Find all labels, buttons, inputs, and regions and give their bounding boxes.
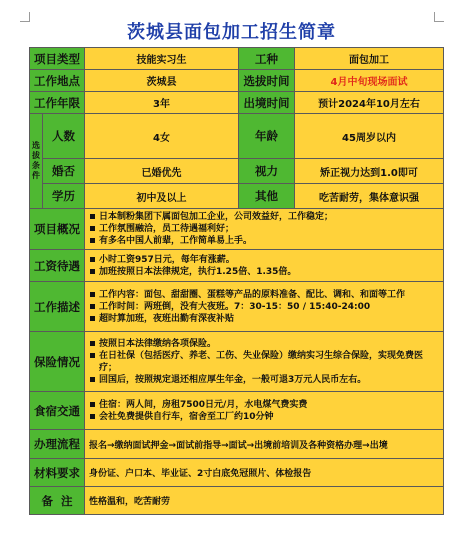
housing-item: 会社免费提供自行车，宿舍至工厂约10分钟: [89, 411, 439, 423]
other-label: 其他: [239, 184, 295, 209]
overview-list: [85, 209, 444, 250]
years-value: 3年: [85, 92, 239, 114]
row-overview: [30, 209, 444, 250]
row-process: [30, 430, 444, 459]
row-remarks: [30, 487, 444, 515]
work-item: 工作内容：面包、甜甜圈、蛋糕等产品的原料准备、配比、调和、和面等工作: [89, 289, 439, 301]
job-label: 工种: [239, 48, 295, 70]
work-item: 工作时间：两班倒，没有大夜班。7：30-15：50 / 15:40-24:00: [89, 301, 439, 313]
project-type-value: 技能实习生: [85, 48, 239, 70]
location-value: 茨城县: [85, 70, 239, 92]
other-value: 吃苦耐劳，集体意识强: [295, 184, 444, 209]
vision-label: 视力: [239, 159, 295, 184]
conditions-group-label: [30, 114, 43, 209]
departure-value: 预计2024年10月左右: [295, 92, 444, 114]
work-list: [85, 282, 444, 332]
work-item: 超时算加班，夜班出勤有深夜补贴: [89, 313, 439, 325]
overview-item: 日本制粉集团下属面包加工企业，公司效益好，工作稳定；: [89, 211, 439, 223]
insurance-label: 保险情况: [30, 332, 85, 392]
marital-label: 婚否: [43, 159, 85, 184]
project-type-label: 项目类型: [30, 48, 85, 70]
housing-label: 食宿交通: [30, 392, 85, 430]
insurance-item: 在日社保（包括医疗、养老、工伤、失业保险）缴纳实习生综合保险，实现免费医疗；: [89, 350, 439, 374]
housing-item: 住宿：两人间，房租7500日元/月，水电煤气费实费: [89, 399, 439, 411]
overview-item: 有多名中国人前辈，工作简单易上手。: [89, 235, 439, 247]
departure-label: 出境时间: [239, 92, 295, 114]
overview-label: 项目概况: [30, 209, 85, 250]
pay-item: 加班按照日本法律规定，执行1.25倍、1.35倍。: [89, 266, 439, 278]
row-education: [30, 184, 444, 209]
recruitment-table: [29, 47, 444, 515]
headcount-label: 人数: [43, 114, 85, 159]
selection-time-value: 4月中旬现场面试: [295, 70, 444, 92]
marital-value: 已婚优先: [85, 159, 239, 184]
insurance-item: 回国后，按照规定退还相应厚生年金，一般可退3万元人民币左右。: [89, 374, 439, 386]
remarks-value: 性格温和，吃苦耐劳: [85, 487, 444, 515]
process-value: 报名→缴纳面试押金→面试前指导→面试→出境前培训及各种资格办理→出境: [85, 430, 444, 459]
overview-item: 工作氛围融洽，员工待遇福利好；: [89, 223, 439, 235]
page-title: 茨城县面包加工招生简章: [127, 22, 336, 43]
pay-label: 工资待遇: [30, 250, 85, 282]
row-headcount: [30, 114, 444, 159]
insurance-item: 按照日本法律缴纳各项保险。: [89, 338, 439, 350]
materials-label: 材料要求: [30, 459, 85, 487]
process-label: 办理流程: [30, 430, 85, 459]
education-label: 学历: [43, 184, 85, 209]
age-label: 年龄: [239, 114, 295, 159]
pay-list: [85, 250, 444, 282]
row-project-type: [30, 48, 444, 70]
education-value: 初中及以上: [85, 184, 239, 209]
row-pay: [30, 250, 444, 282]
location-label: 工作地点: [30, 70, 85, 92]
row-work: [30, 282, 444, 332]
row-materials: [30, 459, 444, 487]
vision-value: 矫正视力达到1.0即可: [295, 159, 444, 184]
row-years: [30, 92, 444, 114]
insurance-list: [85, 332, 444, 392]
pay-item: 小时工资957日元，每年有涨薪。: [89, 254, 439, 266]
row-housing: [30, 392, 444, 430]
row-insurance: [30, 332, 444, 392]
conditions-group-text: 选 拔 条 件: [32, 141, 40, 180]
selection-time-label: 选拔时间: [239, 70, 295, 92]
row-marital: [30, 159, 444, 184]
housing-list: [85, 392, 444, 430]
job-value: 面包加工: [295, 48, 444, 70]
years-label: 工作年限: [30, 92, 85, 114]
materials-value: 身份证、户口本、毕业证、2寸白底免冠照片、体检报告: [85, 459, 444, 487]
work-label: 工作描述: [30, 282, 85, 332]
remarks-label: 备 注: [30, 487, 85, 515]
row-location: [30, 70, 444, 92]
age-value: 45周岁以内: [295, 114, 444, 159]
headcount-value: 4女: [85, 114, 239, 159]
